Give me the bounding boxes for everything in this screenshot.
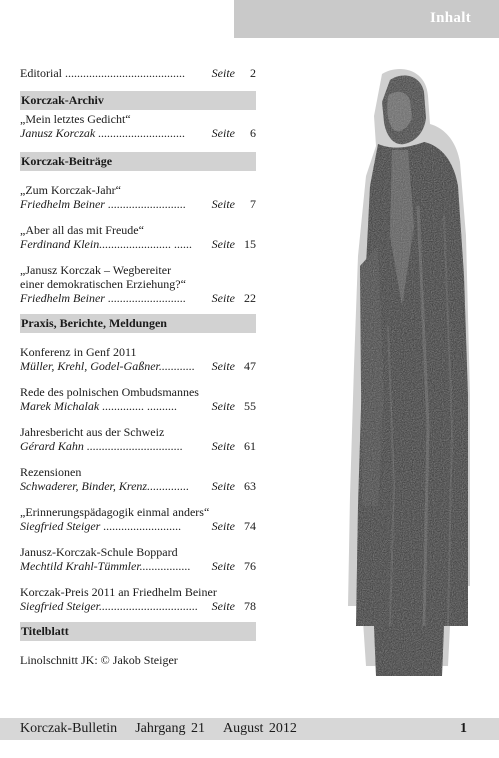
entry-author: Ferdinand Klein........................ ...... [20, 237, 193, 251]
entry-title: „Mein letztes Gedicht“ [20, 112, 131, 126]
toc-entry[interactable] [20, 505, 256, 533]
entry-title: Rezensionen [20, 465, 82, 479]
entry-title: Jahresbericht aus der Schweiz [20, 425, 165, 439]
entry-author: Mechtild Krahl-Tümmler................. [20, 559, 191, 573]
entry-author: Siegfried Steiger................................. [20, 599, 198, 613]
entry-author: Friedhelm Beiner .......................... [20, 291, 186, 305]
footer-band [0, 718, 499, 740]
toc-entry[interactable] [20, 112, 256, 140]
entry-author: Gérard Kahn ................................ [20, 439, 183, 453]
entry-author: Müller, Krehl, Godel-Gaßner............ [20, 359, 195, 373]
page-number: 47 [244, 359, 256, 373]
issue-date: August 2012 [222, 721, 297, 736]
toc-entry[interactable] [20, 263, 256, 305]
page-number: 22 [244, 291, 256, 305]
portrait-photo [348, 66, 470, 686]
table-of-contents [20, 66, 256, 667]
entry-title: Konferenz in Genf 2011 [20, 345, 137, 359]
entry-author: Friedhelm Beiner .......................... [20, 197, 186, 211]
toc-entry[interactable] [20, 183, 256, 211]
page-number: 2 [250, 66, 256, 80]
section-heading-titelblatt: Titelblatt [20, 622, 256, 641]
seite-label: Seite [211, 126, 235, 140]
seite-label: Seite [211, 479, 235, 493]
seite-label: Seite [211, 439, 235, 453]
entry-title: „Aber all das mit Freude“ [20, 223, 144, 237]
publication-name: Korczak-Bulletin [20, 721, 118, 736]
seite-label: Seite [211, 559, 235, 573]
page-number: 63 [244, 479, 256, 493]
volume-label: Jahrgang 21 [135, 721, 205, 736]
toc-entry[interactable] [20, 465, 256, 493]
cover-credit: Linolschnitt JK: © Jakob Steiger [20, 653, 178, 667]
page-number: 6 [250, 126, 256, 140]
page-title: Inhalt [430, 10, 471, 26]
page-number: 7 [250, 197, 256, 211]
toc-entry[interactable] [20, 425, 256, 453]
page-number: 76 [244, 559, 256, 573]
toc-entry[interactable] [20, 345, 256, 373]
header-band [234, 0, 499, 38]
entry-author: Marek Michalak .............. .......... [20, 399, 178, 413]
page-number: 55 [244, 399, 256, 413]
seite-label: Seite [211, 197, 235, 211]
entry-title: Rede des polnischen Ombudsmannes [20, 385, 199, 399]
seite-label: Seite [211, 291, 235, 305]
toc-entry-editorial[interactable] [20, 66, 256, 80]
entry-title: Editorial ........................................ [20, 66, 185, 80]
footer-page-number: 1 [460, 721, 467, 736]
entry-title: „Zum Korczak-Jahr“ [20, 183, 121, 197]
entry-title: Korczak-Preis 2011 an Friedhelm Beiner [20, 585, 217, 599]
seite-label: Seite [211, 237, 235, 251]
page-number: 61 [244, 439, 256, 453]
seite-label: Seite [211, 66, 235, 80]
toc-entry[interactable] [20, 545, 256, 573]
entry-author: Siegfried Steiger .......................... [20, 519, 182, 533]
entry-title-continued: einer demokratischen Erziehung?“ [20, 277, 186, 291]
section-heading-praxis: Praxis, Berichte, Meldungen [20, 314, 256, 333]
page-number: 78 [244, 599, 256, 613]
toc-entry[interactable] [20, 585, 256, 613]
entry-title: „Erinnerungspädagogik einmal anders“ [20, 505, 210, 519]
section-heading-beitraege: Korczak-Beiträge [20, 152, 256, 171]
seite-label: Seite [211, 359, 235, 373]
entry-title: Janusz-Korczak-Schule Boppard [20, 545, 178, 559]
toc-entry[interactable] [20, 385, 256, 413]
seite-label: Seite [211, 399, 235, 413]
page-number: 15 [244, 237, 256, 251]
entry-author: Schwaderer, Binder, Krenz.............. [20, 479, 190, 493]
seite-label: Seite [211, 599, 235, 613]
page-number: 74 [244, 519, 256, 533]
entry-title: „Janusz Korczak – Wegbereiter [20, 263, 172, 277]
section-heading-archiv: Korczak-Archiv [20, 91, 256, 110]
entry-author: Janusz Korczak ............................. [20, 126, 186, 140]
seite-label: Seite [211, 519, 235, 533]
footer-info [20, 721, 315, 737]
toc-entry[interactable] [20, 223, 256, 251]
